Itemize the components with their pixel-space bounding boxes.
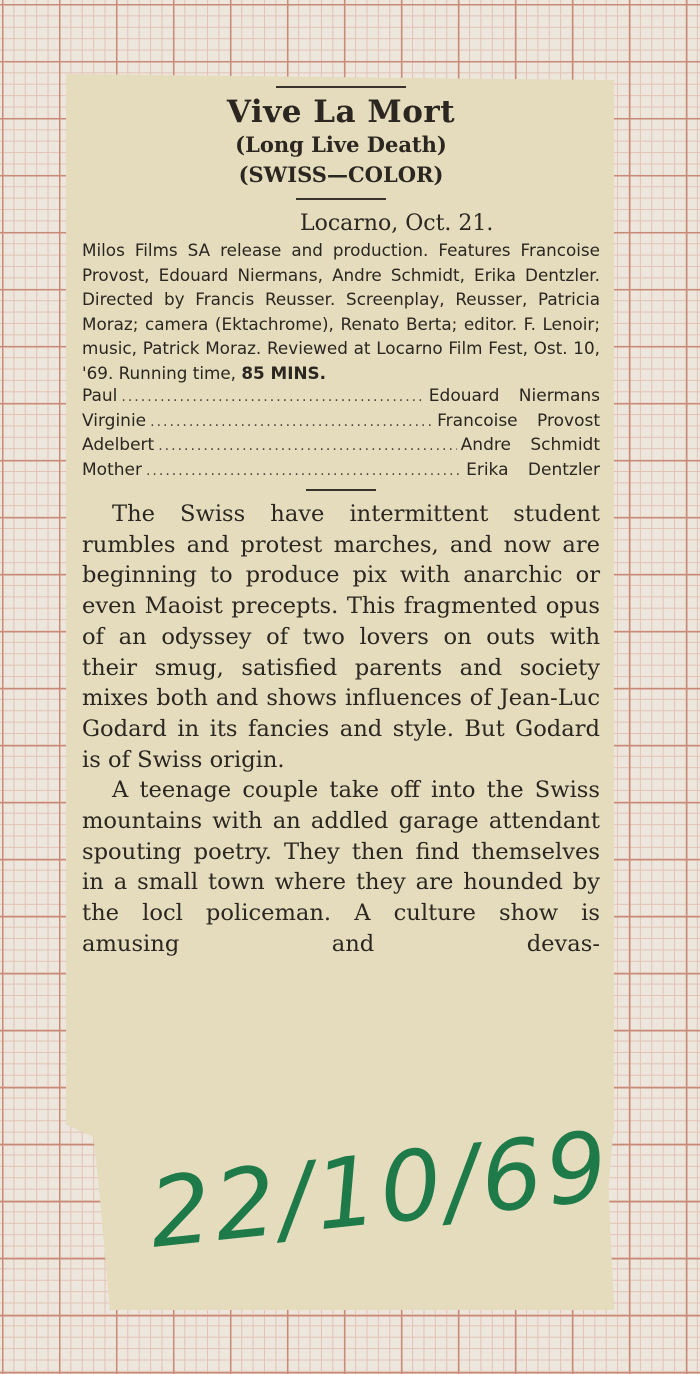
header-rule bbox=[296, 198, 386, 200]
cast-actor: Andre Schmidt bbox=[460, 435, 600, 455]
leader-dots bbox=[146, 460, 462, 484]
review-body bbox=[82, 499, 600, 960]
cast-list bbox=[82, 385, 600, 483]
review-headline: Vive La Mort bbox=[226, 94, 456, 130]
leader-dots bbox=[121, 386, 424, 410]
running-time: 85 MINS. bbox=[241, 362, 326, 383]
review-paragraph: A teenage couple take off into the Swiss mountains with an addled garage attendant spouting poetry. They then find themselves in a small town where they are hounded by the locl policeman. A culture show is amusing and devas- bbox=[82, 777, 600, 957]
cast-role: Mother bbox=[82, 459, 142, 480]
review-subtitle: (Long Live Death) bbox=[235, 132, 447, 157]
leader-dots bbox=[158, 435, 456, 459]
review-paragraph: The Swiss have intermittent student rumbles and protest marches, and now are beginning to produce pix with anarchic or even Maoist precepts. This fragmented opus of an odyssey of two lovers on outs with their smug, satisfied parents and society mixes both and shows influences of Jean-Luc Godard in its fancies and style. But Godard is of Swiss origin. bbox=[82, 501, 600, 773]
cast-role: Virginie bbox=[82, 410, 147, 431]
top-rule bbox=[276, 86, 406, 88]
cast-actor: Erika Dentzler bbox=[466, 459, 600, 480]
dateline: Locarno, Oct. 21. bbox=[300, 211, 494, 236]
cast-row bbox=[82, 434, 600, 459]
cast-row bbox=[82, 459, 600, 484]
credits-text: Milos Films SA release and production. Features Francoise Provost, Edouard Niermans, Andre Schmidt, Erika Dentzler. Directed by Francis Reusser. Screenplay, Reusser, Patricia Moraz; camera (Ektachrome), Renato Berta; editor. F. Lenoir; music, Patrick Moraz. Reviewed at Locarno Film Fest, Ost. 10, '69. Running time, bbox=[82, 240, 600, 383]
section-rule bbox=[306, 489, 376, 491]
cast-role: Paul bbox=[82, 386, 118, 406]
handwritten-date: 22/10/69 bbox=[144, 1109, 617, 1270]
review-origin: (SWISS—COLOR) bbox=[238, 162, 444, 187]
cast-role: Adelbert bbox=[82, 435, 155, 455]
cast-actor: Francoise Provost bbox=[437, 410, 600, 431]
cast-row bbox=[82, 410, 600, 435]
clipping-content bbox=[82, 90, 600, 960]
leader-dots bbox=[150, 411, 433, 435]
cast-actor: Edouard Niermans bbox=[428, 386, 600, 406]
film-credits bbox=[82, 238, 600, 385]
cast-row bbox=[82, 385, 600, 410]
